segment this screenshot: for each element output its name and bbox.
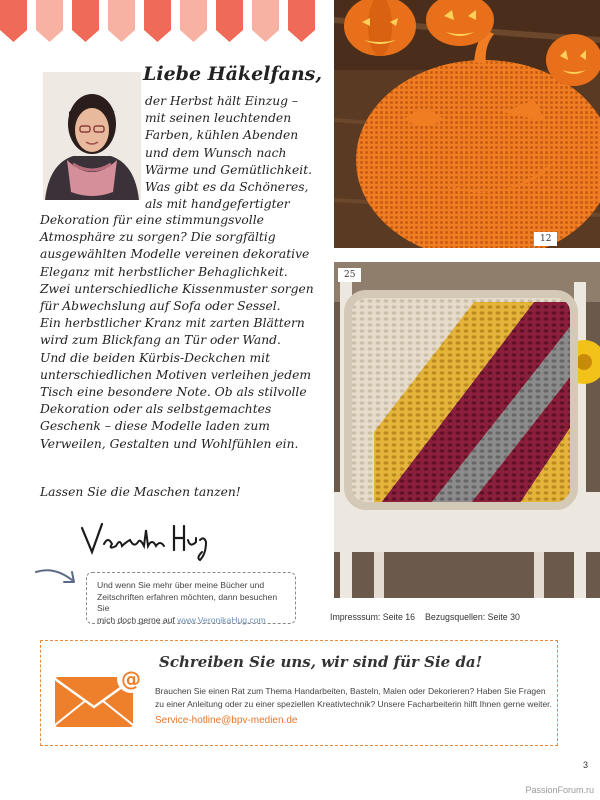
bunting-flag [36, 0, 63, 42]
pointer-arrow-icon [34, 566, 82, 590]
letter-line: Tisch eine besondere Note. Ob als stilvolle [40, 385, 307, 400]
bunting-flag [288, 0, 315, 42]
bezugsquellen-reference: Bezugsquellen: Seite 30 [425, 612, 520, 622]
letter-line: Verweilen, Gestalten und Wohlfühlen ein. [40, 436, 299, 451]
bunting-flag [180, 0, 207, 42]
svg-text:@: @ [121, 667, 141, 691]
pumpkin-doily-photo [334, 0, 600, 248]
letter-line: mit seinen leuchtenden [145, 111, 292, 126]
letter-intro [145, 93, 325, 213]
letter-line: Geschenk – diese Modelle laden zum [40, 419, 270, 434]
contact-text [155, 685, 553, 710]
info-line-prefix: mich doch gerne auf [97, 614, 178, 625]
letter-line: Was gibt es da Schöneres, [145, 180, 309, 195]
letter-line: Zwei unterschiedliche Kissenmuster sorgen [40, 281, 314, 296]
letter-line: Ein herbstlicher Kranz mit zarten Blättern [40, 316, 305, 331]
signature-image [78, 518, 218, 562]
website-link[interactable]: www.VeronikaHug.com [177, 614, 266, 625]
contact-text-line: zu einer Anleitung oder zu einer speziellen Kreativtechnik? Unsere Facharbeiterin hilft Ihnen gerne weiter. [155, 698, 552, 709]
page-number: 3 [583, 760, 589, 770]
info-line: Zeitschriften erfahren möchten, dann besuchen Sie [97, 591, 278, 613]
letter-line: ausgewählten Modelle vereinen dekorative [40, 247, 310, 262]
contact-title: Schreiben Sie uns, wir sind für Sie da! [159, 653, 483, 671]
photo-page-reference: 25 [338, 268, 361, 282]
bunting-decoration [0, 0, 330, 44]
photo-page-reference: 12 [534, 232, 557, 246]
letter-line: der Herbst hält Einzug – [145, 94, 299, 108]
bunting-flag [108, 0, 135, 42]
letter-line: und dem Wunsch nach [145, 145, 287, 160]
letter-line: als mit handgefertigter [145, 197, 290, 212]
watermark: PassionForum.ru [525, 785, 594, 795]
letter-line: Wärme und Gemütlichkeit. [145, 162, 313, 177]
letter-line: Farben, kühlen Abenden [145, 128, 299, 143]
bunting-flag [0, 0, 27, 42]
letter-line: Und die beiden Kürbis-Deckchen mit [40, 350, 271, 365]
letter-line: Atmosphäre zu sorgen? Die sorgfältig [40, 230, 276, 245]
pillow-chair-photo [334, 262, 600, 598]
letter-body [40, 212, 325, 453]
letter-line: für Abwechslung auf Sofa oder Sessel. [40, 299, 281, 314]
bunting-flag [144, 0, 171, 42]
letter-line: Eleganz mit herbstlicher Behaglichkeit. [40, 264, 288, 279]
info-line: Und wenn Sie mehr über meine Bücher und [97, 580, 265, 590]
mail-at-icon [53, 663, 149, 729]
letter-line: wird zum Blickfang an Tür oder Wand. [40, 333, 281, 348]
letter-line: Dekoration oder als selbstgemachtes [40, 402, 272, 417]
letter-closing: Lassen Sie die Maschen tanzen! [40, 485, 241, 499]
bunting-flag [216, 0, 243, 42]
contact-email-link[interactable]: Service-hotline@bpv-medien.de [155, 715, 298, 726]
letter-greeting: Liebe Häkelfans, [143, 63, 322, 85]
contact-text-line: Brauchen Sie einen Rat zum Thema Handarbeiten, Basteln, Malen oder Dekorieren? Haben Sie Fragen [155, 686, 546, 696]
letter-line: unterschiedlichen Motiven verleihen jedem [40, 367, 312, 382]
website-info-box [86, 572, 296, 624]
author-portrait [43, 72, 141, 200]
bunting-flag [252, 0, 279, 42]
bunting-flag [72, 0, 99, 42]
impressum-reference: Impresssum: Seite 16 [330, 612, 416, 622]
contact-box [40, 640, 558, 746]
info-line [97, 615, 285, 627]
letter-line: Dekoration für eine stimmungsvolle [40, 213, 264, 227]
